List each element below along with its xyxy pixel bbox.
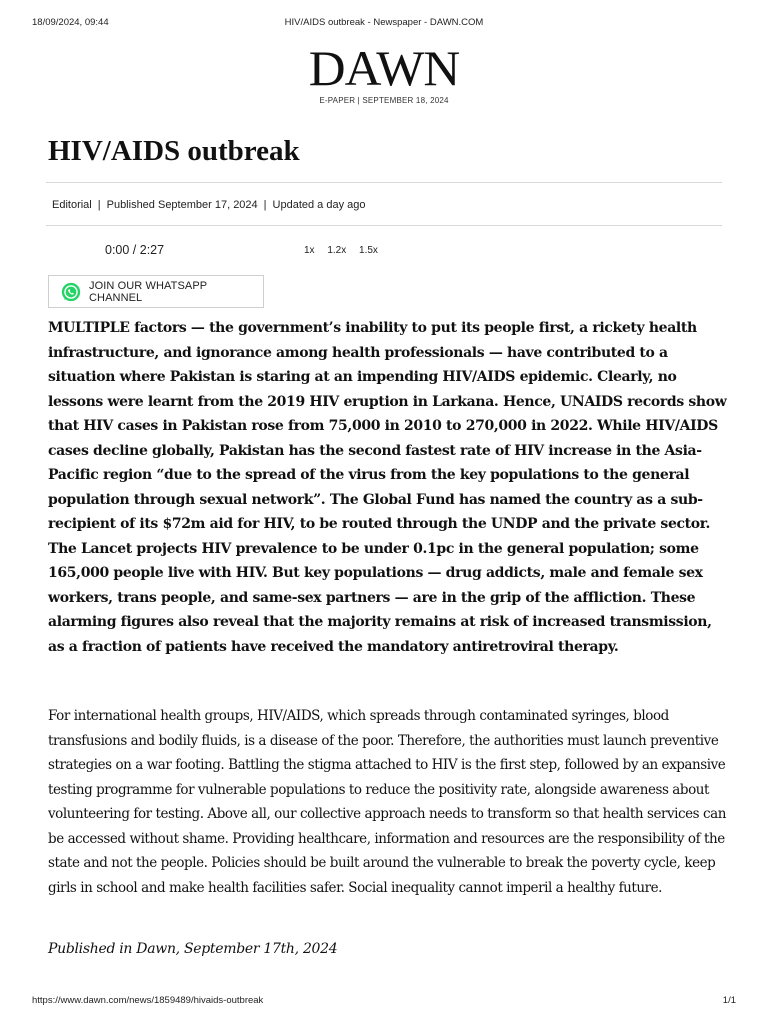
print-datetime: 18/09/2024, 09:44: [32, 17, 109, 28]
speed-1-5x-button[interactable]: 1.5x: [359, 245, 378, 256]
speed-controls: [304, 245, 388, 256]
lead-paragraph: MULTIPLE factors — the government’s inability to put its people first, a rickety health infrastructure, and ignorance among health professionals — have contributed to a situation where Pakistan is staring at an impending HIV/AIDS epidemic. Clearly, no lessons were learnt from the 2019 HIV eruption in Larkana. Hence, UNAIDS records show that HIV cases in Pakistan rose from 75,000 in 2010 to 270,000 in 2022. While HIV/AIDS cases decline globally, Pakistan has the second fastest rate of HIV increase in the Asia-Pacific region “due to the spread of the virus from the key populations to the general population through sexual network”. The Global Fund has named the country as a sub-recipient of its $72m aid for HIV, to be routed through the UNDP and the private sector. The Lancet projects HIV prevalence to be under 0.1pc in the general population; some 165,000 people live with HIV. But key populations — drug addicts, male and female sex workers, trans people, and same-sex partners — are in the grip of the affliction. These alarming figures also reveal that the majority remains at risk of increased transmission, as a fraction of patients have received the mandatory antiretroviral therapy.: [48, 320, 727, 655]
published-date: Published September 17, 2024: [106, 199, 258, 211]
masthead: [0, 42, 768, 105]
body-paragraph: For international health groups, HIV/AIDS, which spreads through contaminated syringes, blood transfusions and bodily fluids, is a disease of the poor. Therefore, the authorities must launch preventive strategies on a war footing. Battling the stigma attached to HIV is the first step, followed by an expansive testing programme for vulnerable populations to reduce the positivity rate, alongside awareness about volunteering for testing. Above all, our collective approach needs to transform so that health services can be accessed without shame. Providing healthcare, information and resources are the responsibility of the state and not the people. Policies should be built around the vulnerable to break the poverty cycle, keep girls in school and make health facilities safer. Social inequality cannot imperil a healthy future.: [48, 708, 726, 896]
article-meta: Editorial | Published September 17, 2024 | Updated a day ago: [52, 199, 366, 211]
published-in-line: Published in Dawn, September 17th, 2024: [48, 941, 338, 957]
print-header: [0, 17, 768, 31]
whatsapp-channel-label: JOIN OUR WHATSAPP CHANNEL: [89, 279, 208, 304]
updated-label: Updated a day ago: [272, 199, 366, 211]
audio-time: 0:00 / 2:27: [105, 243, 165, 257]
whatsapp-icon: [60, 281, 82, 303]
print-page-title: HIV/AIDS outbreak - Newspaper - DAWN.COM: [284, 17, 484, 28]
page-number: 1/1: [722, 995, 736, 1006]
edition-line: E-PAPER | SEPTEMBER 18, 2024: [319, 96, 449, 105]
category-link[interactable]: Editorial: [52, 199, 92, 211]
whatsapp-channel-button[interactable]: [48, 275, 264, 308]
dawn-logo[interactable]: DAWN: [308, 40, 460, 96]
article-headline: HIV/AIDS outbreak: [48, 135, 300, 167]
article-url[interactable]: https://www.dawn.com/news/1859489/hivaids-outbreak: [32, 995, 264, 1006]
divider-top: [46, 182, 722, 183]
speed-1x-button[interactable]: 1x: [304, 245, 315, 256]
speed-1-2x-button[interactable]: 1.2x: [327, 245, 347, 256]
divider-meta: [46, 225, 722, 226]
audio-player[interactable]: [0, 243, 768, 261]
